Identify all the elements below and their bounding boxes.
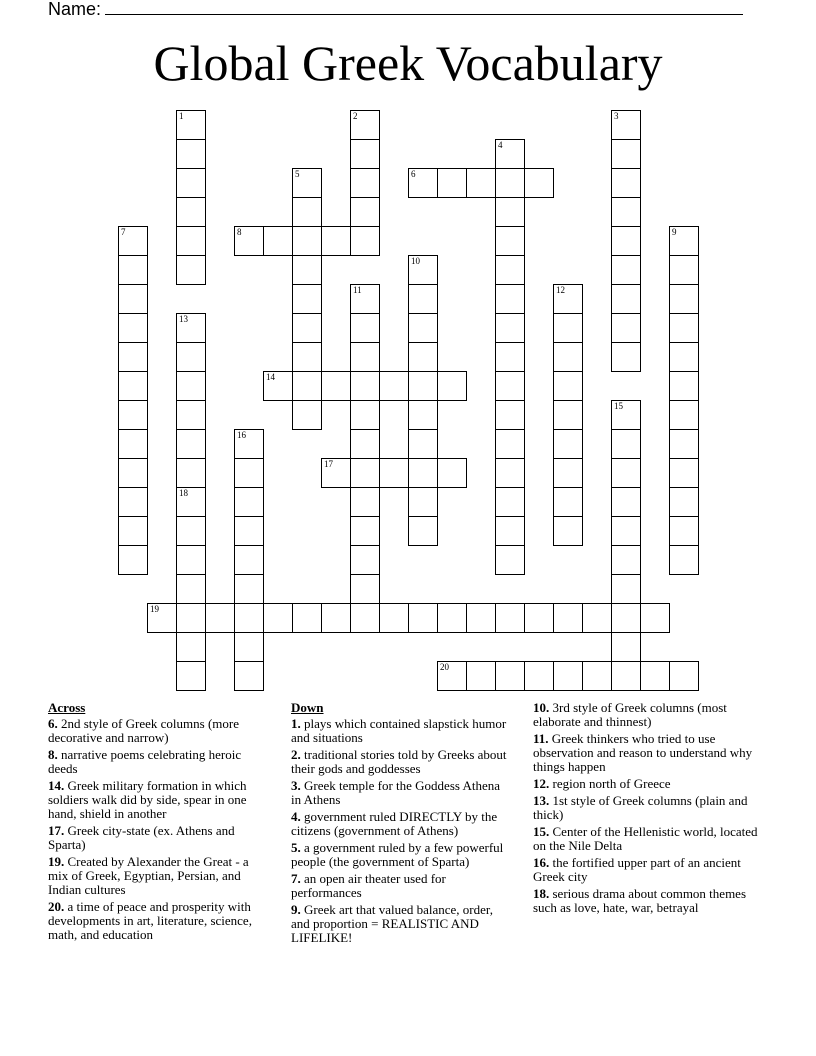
- grid-cell[interactable]: [408, 313, 438, 343]
- name-label: Name:: [48, 0, 102, 19]
- grid-cell[interactable]: [553, 661, 583, 691]
- clue-item: [533, 701, 773, 729]
- grid-cell[interactable]: [669, 284, 699, 314]
- grid-cell[interactable]: [350, 284, 380, 314]
- grid-cell[interactable]: [350, 429, 380, 459]
- grid-cell[interactable]: [611, 168, 641, 198]
- grid-cell[interactable]: [408, 342, 438, 372]
- grid-cell[interactable]: [350, 574, 380, 604]
- grid-cell[interactable]: [350, 400, 380, 430]
- clue-item-number: 14.: [48, 778, 65, 793]
- clue-item: [291, 841, 513, 869]
- grid-cell[interactable]: [350, 226, 380, 256]
- grid-cell[interactable]: [553, 342, 583, 372]
- grid-cell[interactable]: [669, 342, 699, 372]
- grid-cell[interactable]: [292, 342, 322, 372]
- grid-cell[interactable]: [466, 603, 496, 633]
- grid-cell[interactable]: [611, 400, 641, 430]
- clue-item-number: 10.: [533, 700, 550, 715]
- grid-cell[interactable]: [292, 603, 322, 633]
- grid-cell[interactable]: [553, 516, 583, 546]
- grid-cell[interactable]: [582, 603, 612, 633]
- grid-cell[interactable]: [408, 429, 438, 459]
- grid-cell[interactable]: [234, 458, 264, 488]
- grid-cell[interactable]: [611, 603, 641, 633]
- grid-cell[interactable]: [611, 661, 641, 691]
- grid-cell[interactable]: [408, 603, 438, 633]
- grid-cell[interactable]: [321, 371, 351, 401]
- grid-cell[interactable]: [350, 110, 380, 140]
- grid-cell[interactable]: [176, 632, 206, 662]
- clue-item: [291, 779, 513, 807]
- grid-cell[interactable]: [495, 371, 525, 401]
- grid-cell[interactable]: [176, 255, 206, 285]
- clue-item-text: 2nd style of Greek columns (more decorative and narrow): [48, 716, 239, 745]
- grid-cell[interactable]: [553, 429, 583, 459]
- clues-column-1: [48, 701, 270, 945]
- grid-cell[interactable]: [118, 371, 148, 401]
- grid-cell[interactable]: [176, 197, 206, 227]
- grid-cell[interactable]: [640, 603, 670, 633]
- grid-cell[interactable]: [669, 516, 699, 546]
- clue-item: [533, 887, 773, 915]
- grid-cell[interactable]: [176, 545, 206, 575]
- grid-cell[interactable]: [118, 516, 148, 546]
- clue-item-text: Greek thinkers who tried to use observation and reason to understand why things happen: [533, 731, 753, 774]
- grid-cell[interactable]: [350, 197, 380, 227]
- grid-cell[interactable]: [495, 458, 525, 488]
- clue-item-text: government ruled DIRECTLY by the citizens (government of Athens): [291, 809, 498, 838]
- clue-item-number: 9.: [291, 902, 301, 917]
- clue-item: [48, 900, 270, 942]
- clue-item: [291, 903, 513, 945]
- grid-cell[interactable]: [611, 632, 641, 662]
- grid-cell[interactable]: [176, 110, 206, 140]
- grid-cell[interactable]: [350, 313, 380, 343]
- grid-cell[interactable]: [263, 371, 293, 401]
- clue-item-text: traditional stories told by Greeks about their gods and goddesses: [291, 747, 507, 776]
- grid-cell[interactable]: [118, 313, 148, 343]
- grid-cell[interactable]: [350, 545, 380, 575]
- clue-number: 7: [121, 227, 126, 237]
- clue-item-number: 4.: [291, 809, 301, 824]
- grid-cell[interactable]: [495, 603, 525, 633]
- clue-item-text: Greek temple for the Goddess Athena in Athens: [291, 778, 501, 807]
- grid-cell[interactable]: [611, 197, 641, 227]
- grid-cell[interactable]: [495, 313, 525, 343]
- clue-item-number: 1.: [291, 716, 301, 731]
- clue-item-number: 8.: [48, 747, 58, 762]
- clue-item: [533, 856, 773, 884]
- clue-item-number: 7.: [291, 871, 301, 886]
- grid-cell[interactable]: [669, 371, 699, 401]
- clue-item: [48, 824, 270, 852]
- grid-cell[interactable]: [234, 632, 264, 662]
- grid-cell[interactable]: [669, 661, 699, 691]
- grid-cell[interactable]: [205, 603, 235, 633]
- grid-cell[interactable]: [669, 226, 699, 256]
- clue-number: 18: [179, 488, 188, 498]
- clue-item-text: a government ruled by a few powerful people (the government of Sparta): [291, 840, 504, 869]
- clue-item-number: 5.: [291, 840, 301, 855]
- grid-cell[interactable]: [292, 400, 322, 430]
- grid-cell[interactable]: [234, 226, 264, 256]
- clue-number: 13: [179, 314, 188, 324]
- grid-cell[interactable]: [669, 400, 699, 430]
- grid-cell[interactable]: [582, 661, 612, 691]
- grid-cell[interactable]: [263, 226, 293, 256]
- clue-number: 2: [353, 111, 358, 121]
- clue-item-number: 6.: [48, 716, 58, 731]
- clue-number: 1: [179, 111, 184, 121]
- clue-number: 11: [353, 285, 362, 295]
- clue-item-number: 2.: [291, 747, 301, 762]
- grid-cell[interactable]: [611, 226, 641, 256]
- grid-cell[interactable]: [611, 139, 641, 169]
- grid-cell[interactable]: [234, 661, 264, 691]
- grid-cell[interactable]: [408, 458, 438, 488]
- clue-item-number: 20.: [48, 899, 65, 914]
- clue-item-text: the fortified upper part of an ancient Greek city: [533, 855, 741, 884]
- grid-cell[interactable]: [263, 603, 293, 633]
- grid-cell[interactable]: [437, 371, 467, 401]
- grid-cell[interactable]: [408, 255, 438, 285]
- grid-cell[interactable]: [234, 545, 264, 575]
- clue-item-text: Greek art that valued balance, order, and proportion = REALISTIC AND LIFELIKE!: [291, 902, 493, 945]
- clue-item: [48, 748, 270, 776]
- grid-cell[interactable]: [234, 603, 264, 633]
- grid-cell[interactable]: [669, 545, 699, 575]
- clue-item: [48, 717, 270, 745]
- clue-number: 19: [150, 604, 159, 614]
- grid-cell[interactable]: [292, 284, 322, 314]
- grid-cell[interactable]: [292, 197, 322, 227]
- grid-cell[interactable]: [466, 661, 496, 691]
- grid-cell[interactable]: [611, 574, 641, 604]
- grid-cell[interactable]: [466, 168, 496, 198]
- name-field[interactable]: [48, 0, 743, 20]
- grid-cell[interactable]: [321, 603, 351, 633]
- grid-cell[interactable]: [611, 458, 641, 488]
- clue-item-text: a time of peace and prosperity with developments in art, literature, science, math, and education: [48, 899, 252, 942]
- grid-cell[interactable]: [292, 168, 322, 198]
- clue-number: 6: [411, 169, 416, 179]
- grid-cell[interactable]: [234, 429, 264, 459]
- clue-item: [533, 794, 773, 822]
- clue-number: 10: [411, 256, 420, 266]
- grid-cell[interactable]: [495, 516, 525, 546]
- clue-item-number: 19.: [48, 854, 65, 869]
- grid-cell[interactable]: [350, 371, 380, 401]
- grid-cell[interactable]: [234, 574, 264, 604]
- grid-cell[interactable]: [553, 458, 583, 488]
- clue-number: 15: [614, 401, 623, 411]
- clue-item-text: plays which contained slapstick humor and situations: [291, 716, 507, 745]
- grid-cell[interactable]: [495, 429, 525, 459]
- clue-item-text: Greek city-state (ex. Athens and Sparta): [48, 823, 235, 852]
- clue-item: [291, 748, 513, 776]
- grid-cell[interactable]: [495, 661, 525, 691]
- grid-cell[interactable]: [495, 226, 525, 256]
- clue-number: 8: [237, 227, 242, 237]
- grid-cell[interactable]: [118, 458, 148, 488]
- grid-cell[interactable]: [611, 110, 641, 140]
- clue-item: [48, 779, 270, 821]
- grid-cell[interactable]: [611, 487, 641, 517]
- grid-cell[interactable]: [437, 458, 467, 488]
- grid-cell[interactable]: [118, 487, 148, 517]
- grid-cell[interactable]: [118, 545, 148, 575]
- clue-item-text: serious drama about common themes such as love, hate, war, betrayal: [533, 886, 747, 915]
- clue-number: 5: [295, 169, 300, 179]
- grid-cell[interactable]: [176, 458, 206, 488]
- grid-cell[interactable]: [379, 371, 409, 401]
- grid-cell[interactable]: [611, 255, 641, 285]
- grid-cell[interactable]: [176, 603, 206, 633]
- clue-number: 16: [237, 430, 246, 440]
- grid-cell[interactable]: [553, 284, 583, 314]
- grid-cell[interactable]: [495, 255, 525, 285]
- clue-item: [533, 732, 773, 774]
- grid-cell[interactable]: [350, 342, 380, 372]
- clue-item: [291, 872, 513, 900]
- clue-item-number: 16.: [533, 855, 550, 870]
- grid-cell[interactable]: [118, 400, 148, 430]
- grid-cell[interactable]: [553, 371, 583, 401]
- grid-cell[interactable]: [553, 487, 583, 517]
- grid-cell[interactable]: [176, 226, 206, 256]
- clue-item-number: 12.: [533, 776, 550, 791]
- grid-cell[interactable]: [495, 168, 525, 198]
- grid-cell[interactable]: [118, 226, 148, 256]
- grid-cell[interactable]: [437, 603, 467, 633]
- grid-cell[interactable]: [669, 313, 699, 343]
- grid-cell[interactable]: [495, 487, 525, 517]
- grid-cell[interactable]: [611, 516, 641, 546]
- clue-item: [48, 855, 270, 897]
- clue-item-text: Created by Alexander the Great - a mix of Greek, Egyptian, Persian, and Indian cultures: [48, 854, 249, 897]
- clue-item-number: 3.: [291, 778, 301, 793]
- grid-cell[interactable]: [495, 197, 525, 227]
- grid-cell[interactable]: [408, 487, 438, 517]
- grid-cell[interactable]: [408, 371, 438, 401]
- grid-cell[interactable]: [408, 284, 438, 314]
- clue-item: [533, 825, 773, 853]
- grid-cell[interactable]: [553, 313, 583, 343]
- clue-item-text: an open air theater used for performances: [291, 871, 446, 900]
- grid-cell[interactable]: [118, 429, 148, 459]
- grid-cell[interactable]: [292, 226, 322, 256]
- name-line: [105, 0, 743, 15]
- grid-cell[interactable]: [408, 168, 438, 198]
- grid-cell[interactable]: [147, 603, 177, 633]
- clue-item-text: 3rd style of Greek columns (most elaborate and thinnest): [533, 700, 727, 729]
- grid-cell[interactable]: [321, 458, 351, 488]
- clue-item-number: 11.: [533, 731, 549, 746]
- across-heading: Across: [48, 700, 86, 715]
- page-title: Global Greek Vocabulary: [153, 35, 663, 91]
- grid-cell[interactable]: [118, 284, 148, 314]
- grid-cell[interactable]: [176, 661, 206, 691]
- grid-cell[interactable]: [495, 342, 525, 372]
- grid-cell[interactable]: [350, 168, 380, 198]
- clue-item-text: region north of Greece: [549, 776, 671, 791]
- grid-cell[interactable]: [495, 284, 525, 314]
- grid-cell[interactable]: [176, 139, 206, 169]
- grid-cell[interactable]: [524, 168, 554, 198]
- grid-cell[interactable]: [350, 487, 380, 517]
- grid-cell[interactable]: [553, 603, 583, 633]
- grid-cell[interactable]: [379, 458, 409, 488]
- grid-cell[interactable]: [176, 516, 206, 546]
- clue-item-text: Greek military formation in which soldiers walk did by side, spear in one hand, shield in another: [48, 778, 247, 821]
- clue-item-number: 18.: [533, 886, 550, 901]
- grid-cell[interactable]: [176, 168, 206, 198]
- clue-item-number: 17.: [48, 823, 65, 838]
- clues-column-3: [533, 701, 773, 918]
- grid-cell[interactable]: [292, 371, 322, 401]
- grid-cell[interactable]: [350, 458, 380, 488]
- grid-cell[interactable]: [495, 400, 525, 430]
- grid-cell[interactable]: [611, 545, 641, 575]
- grid-cell[interactable]: [611, 342, 641, 372]
- grid-cell[interactable]: [176, 313, 206, 343]
- grid-cell[interactable]: [524, 603, 554, 633]
- grid-cell[interactable]: [292, 255, 322, 285]
- grid-cell[interactable]: [176, 371, 206, 401]
- grid-cell[interactable]: [292, 313, 322, 343]
- grid-cell[interactable]: [350, 516, 380, 546]
- grid-cell[interactable]: [321, 226, 351, 256]
- grid-cell[interactable]: [176, 429, 206, 459]
- grid-cell[interactable]: [234, 487, 264, 517]
- grid-cell[interactable]: [176, 342, 206, 372]
- grid-cell[interactable]: [408, 516, 438, 546]
- grid-cell[interactable]: [669, 487, 699, 517]
- clue-number: 12: [556, 285, 565, 295]
- clue-item: [291, 810, 513, 838]
- grid-cell[interactable]: [176, 487, 206, 517]
- clue-number: 9: [672, 227, 677, 237]
- grid-cell[interactable]: [176, 574, 206, 604]
- grid-cell[interactable]: [669, 458, 699, 488]
- grid-cell[interactable]: [437, 661, 467, 691]
- grid-cell[interactable]: [350, 603, 380, 633]
- clue-item-number: 15.: [533, 824, 550, 839]
- grid-cell[interactable]: [176, 400, 206, 430]
- clue-item-text: 1st style of Greek columns (plain and thick): [533, 793, 748, 822]
- grid-cell[interactable]: [350, 139, 380, 169]
- grid-cell[interactable]: [437, 168, 467, 198]
- grid-cell[interactable]: [611, 284, 641, 314]
- clue-number: 3: [614, 111, 619, 121]
- clue-item: [533, 777, 773, 791]
- clue-item-text: Center of the Hellenistic world, located on the Nile Delta: [533, 824, 758, 853]
- grid-cell[interactable]: [611, 429, 641, 459]
- grid-cell[interactable]: [234, 516, 264, 546]
- grid-cell[interactable]: [495, 545, 525, 575]
- grid-cell[interactable]: [553, 400, 583, 430]
- grid-cell[interactable]: [495, 139, 525, 169]
- clue-item: [291, 717, 513, 745]
- grid-cell[interactable]: [118, 255, 148, 285]
- clues-column-2: [291, 701, 513, 948]
- grid-cell[interactable]: [669, 429, 699, 459]
- grid-cell[interactable]: [118, 342, 148, 372]
- grid-cell[interactable]: [611, 313, 641, 343]
- down-heading: Down: [291, 700, 324, 715]
- grid-cell[interactable]: [640, 661, 670, 691]
- clue-number: 17: [324, 459, 333, 469]
- grid-cell[interactable]: [408, 400, 438, 430]
- clue-item-number: 13.: [533, 793, 550, 808]
- grid-cell[interactable]: [524, 661, 554, 691]
- clue-number: 4: [498, 140, 503, 150]
- clue-item-text: narrative poems celebrating heroic deeds: [48, 747, 242, 776]
- grid-cell[interactable]: [379, 603, 409, 633]
- clue-number: 20: [440, 662, 449, 672]
- grid-cell[interactable]: [669, 255, 699, 285]
- clue-number: 14: [266, 372, 275, 382]
